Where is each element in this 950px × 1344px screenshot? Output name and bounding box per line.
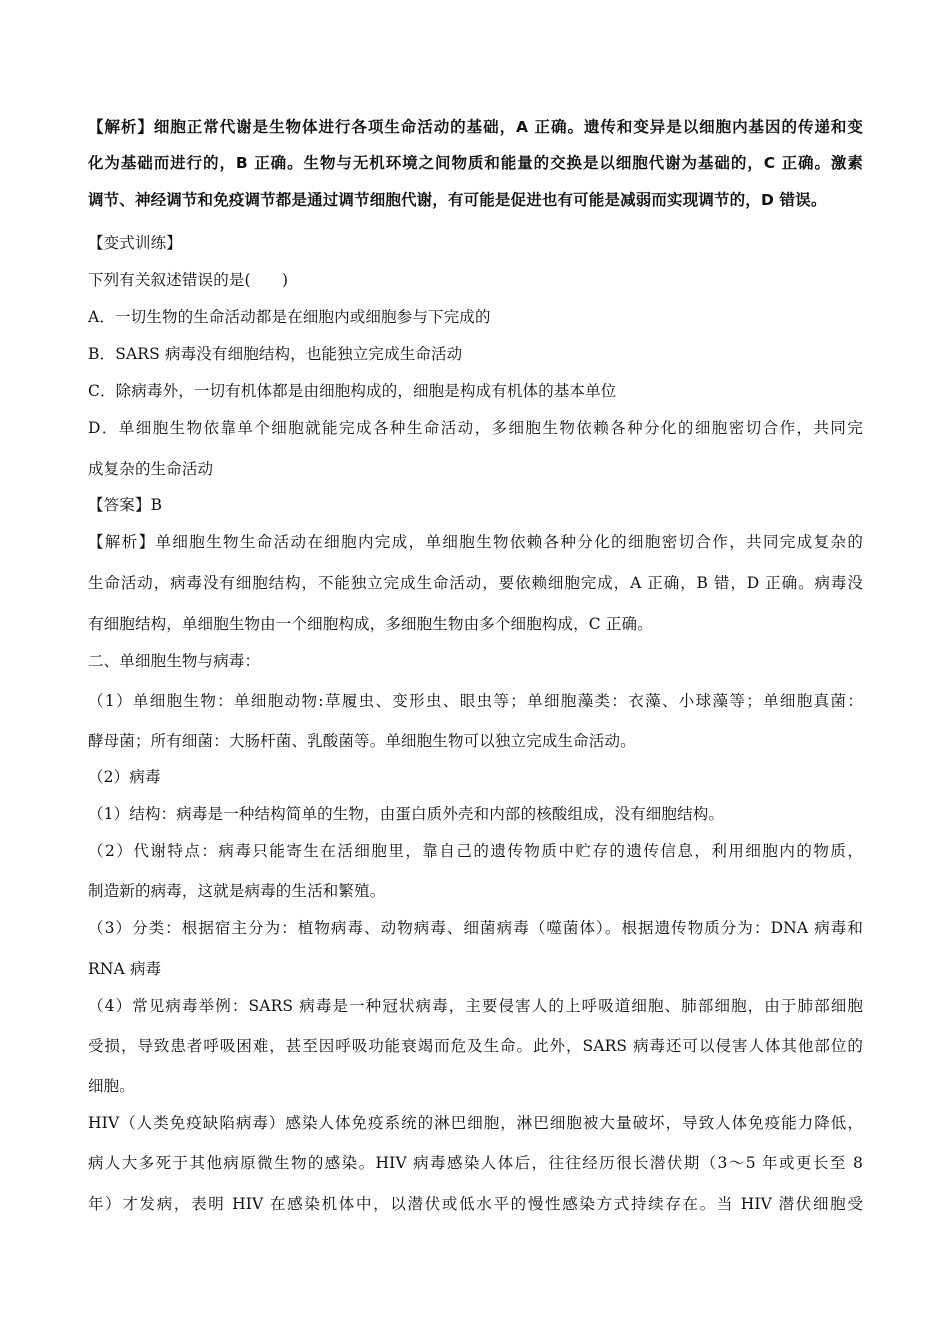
analysis-2-line-1: 【解析】单细胞生物生命活动在细胞内完成，单细胞生物依赖各种分化的细胞密切合作，共同完成复杂的 (88, 533, 863, 551)
analysis-1-line-2: 化为基础而进行的，B 正确。生物与无机环境之间物质和能量的交换是以细胞代谢为基础的，C 正确。激素 (88, 154, 863, 172)
unicellular-line-2: 酵母菌；所有细菌：大肠杆菌、乳酸菌等。单细胞生物可以独立完成生命活动。 (88, 732, 636, 750)
virus-metabolism-line-2: 制造新的病毒，这就是病毒的生活和繁殖。 (88, 882, 386, 900)
hiv-line-1: HIV（人类免疫缺陷病毒）感染人体免疫系统的淋巴细胞，淋巴细胞被大量破坏，导致人体免疫能力降低， (88, 1114, 863, 1132)
analysis-1-line-1: 【解析】细胞正常代谢是生物体进行各项生命活动的基础，A 正确。遗传和变异是以细胞内基因的传递和变 (88, 118, 863, 136)
virus-examples-line-2: 受损，导致患者呼吸困难，甚至因呼吸功能衰竭而危及生命。此外，SARS 病毒还可以侵害人体其他部位的 (88, 1037, 863, 1055)
virus-structure: （1）结构：病毒是一种结构简单的生物，由蛋白质外壳和内部的核酸组成，没有细胞结构。 (88, 805, 725, 823)
option-d-line-1: D．单细胞生物依靠单个细胞就能完成各种生命活动，多细胞生物依赖各种分化的细胞密切合作，共同完 (88, 419, 863, 437)
answer: 【答案】B (88, 496, 163, 514)
analysis-2-line-3: 有细胞结构，单细胞生物由一个细胞构成，多细胞生物由多个细胞构成，C 正确。 (88, 615, 653, 633)
virus-classification-line-2: RNA 病毒 (88, 960, 162, 978)
virus-metabolism-line-1: （2）代谢特点：病毒只能寄生在活细胞里，靠自己的遗传物质中贮存的遗传信息，利用细胞内的物质， (88, 842, 863, 860)
hiv-line-3: 年）才发病，表明 HIV 在感染机体中，以潜伏或低水平的慢性感染方式持续存在。当 HIV 潜伏细胞受 (88, 1195, 863, 1213)
variant-training-heading: 【变式训练】 (88, 234, 182, 252)
option-c: C．除病毒外，一切有机体都是由细胞构成的，细胞是构成有机体的基本单位 (88, 382, 617, 400)
option-b: B．SARS 病毒没有细胞结构，也能独立完成生命活动 (88, 345, 463, 363)
virus-heading: （2）病毒 (88, 768, 161, 786)
hiv-line-2: 病人大多死于其他病原微生物的感染。HIV 病毒感染人体后，往往经历很长潜伏期（3～5 年或更长至 8 (88, 1154, 863, 1172)
option-a: A．一切生物的生命活动都是在细胞内或细胞参与下完成的 (88, 308, 491, 326)
question-stem: 下列有关叙述错误的是( ) (88, 271, 289, 289)
virus-examples-line-3: 细胞。 (88, 1077, 135, 1095)
section-2-title: 二、单细胞生物与病毒： (88, 652, 261, 670)
analysis-1-line-3: 调节、神经调节和免疫调节都是通过调节细胞代谢，有可能是促进也有可能是减弱而实现调节的，D 错误。 (88, 191, 827, 209)
analysis-2-line-2: 生命活动，病毒没有细胞结构，不能独立完成生命活动，要依赖细胞完成，A 正确，B 错，D 正确。病毒没 (88, 574, 863, 592)
unicellular-line-1: （1）单细胞生物：单细胞动物:草履虫、变形虫、眼虫等；单细胞藻类：衣藻、小球藻等；单细胞真菌： (88, 692, 863, 710)
virus-classification-line-1: （3）分类：根据宿主分为：植物病毒、动物病毒、细菌病毒（噬菌体）。根据遗传物质分为：DNA 病毒和 (88, 919, 863, 937)
option-d-line-2: 成复杂的生命活动 (88, 460, 214, 478)
virus-examples-line-1: （4）常见病毒举例：SARS 病毒是一种冠状病毒，主要侵害人的上呼吸道细胞、肺部细胞，由于肺部细胞 (88, 997, 863, 1015)
